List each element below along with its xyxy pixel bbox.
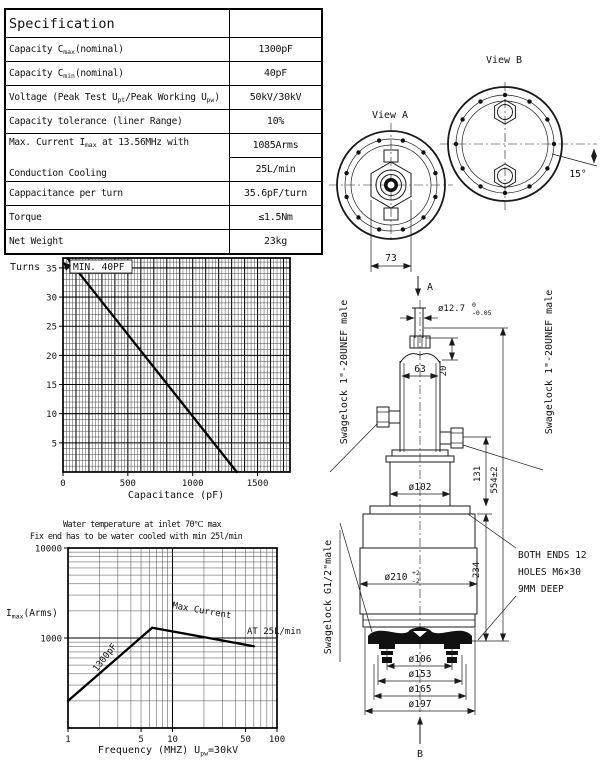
view-b-dim-15deg: 15°	[569, 169, 587, 180]
left-fitting-collar	[389, 411, 400, 423]
main-section-drawing	[323, 276, 587, 760]
section-label-b: B	[416, 749, 424, 760]
row-label: Voltage (Peak Test U	[9, 91, 118, 103]
turns-chart-xlabel: Capacitance (pF)	[127, 490, 225, 501]
current-chart-xlabel: Frequency (MHZ) $U_{pw}=30kV$	[97, 745, 239, 758]
left-fitting-label: Swagelock 1"-20UNEF male	[339, 299, 350, 445]
right-fitting-hex	[451, 428, 463, 448]
bolt-hole-dot	[344, 171, 348, 175]
bolt-hole-dot	[503, 191, 507, 195]
view-a-label: View A	[371, 110, 409, 121]
row-label-sub: min	[63, 71, 75, 80]
row-label-line2: Conduction Cooling	[9, 167, 107, 179]
dim-63-label: 63	[414, 364, 426, 375]
row-label-post: (nominal)	[74, 67, 124, 79]
x-tick-label: 0	[60, 479, 66, 489]
row-value: 1300pF	[230, 38, 323, 62]
y-tick-label: 35	[46, 264, 57, 275]
bolt-hole-dot	[478, 99, 482, 103]
view-a-drawing	[329, 110, 453, 272]
turns-chart-ylabel: Turns	[10, 262, 41, 273]
bolt-hole-dot	[433, 195, 437, 199]
view-b-drawing	[440, 55, 597, 210]
row-value: 23kg	[230, 230, 323, 255]
series-annotation: Max Current	[171, 601, 232, 622]
row-label-sub: max	[84, 140, 97, 149]
x-tick-label: 5	[138, 735, 144, 745]
bolt-hole-dot	[503, 93, 507, 97]
bottom-fitting-leader	[340, 523, 372, 632]
right-fitting-collar	[440, 432, 451, 444]
bolt-hole-dot	[433, 171, 437, 175]
y-tick-label: 5	[51, 439, 57, 450]
view-b-label: View B	[485, 55, 523, 66]
y-tick-label: 25	[46, 322, 57, 333]
holes-note-line3: 9MM DEEP	[518, 584, 564, 595]
bolt-hole-dot	[421, 150, 425, 154]
body-top-cap	[363, 514, 475, 548]
bolt-hole-dot	[401, 138, 405, 142]
dim-165-label: ø165	[408, 684, 432, 695]
x-tick-label: 10	[167, 735, 178, 745]
bolt-hole-dot	[344, 195, 348, 199]
row-value: 35.6pF/turn	[230, 182, 323, 206]
row-label-sub: pt	[117, 95, 126, 104]
bolt-hole-dot	[356, 150, 360, 154]
dim-197-label: ø197	[408, 699, 432, 710]
y-tick-label: 20	[46, 351, 57, 362]
x-tick-label: 50	[240, 735, 251, 745]
y-tick-label: 10	[46, 410, 57, 421]
left-fitting-leader	[330, 424, 377, 472]
x-tick-label: 1500	[246, 479, 269, 489]
bolt-hole-dot	[460, 117, 464, 121]
bottom-flange-plate	[368, 640, 472, 644]
row-value: 50kV/30kV	[230, 86, 323, 110]
x-tick-label: 1	[65, 735, 71, 745]
dim-20-label: 20	[439, 365, 449, 377]
view-a-shaft-bore	[388, 182, 395, 189]
row-label-post: (nominal)	[74, 43, 124, 55]
row-label: Capacity tolerance (liner Range)	[5, 110, 230, 134]
current-chart-ylabel: $I_{max}(Arms)$	[6, 608, 58, 621]
dim-153-label: ø153	[408, 669, 432, 680]
row-label-mid: /Peak Working U	[125, 91, 207, 103]
y-tick-label: 1000	[40, 634, 62, 645]
bolt-hole-dot	[552, 142, 556, 146]
bolt-hole-dot	[401, 227, 405, 231]
right-fitting-label: Swagelock 1"-20UNEF male	[544, 289, 555, 435]
bolt-hole-dot	[356, 215, 360, 219]
row-label: Capacity C	[9, 43, 64, 55]
row-value: 40pF	[230, 62, 323, 86]
row-label-post: )	[214, 91, 220, 103]
dim-102-label: ø102	[408, 482, 432, 493]
row-label: Capacity C	[9, 67, 64, 79]
row-label-post: at 13.56MHz with	[96, 136, 189, 148]
min-capacity-annotation: MIN. 40PF	[73, 262, 125, 273]
row-value: ≤1.5Nm	[230, 206, 323, 230]
bolt-hole-dot	[377, 138, 381, 142]
y-tick-label: 15	[46, 381, 57, 392]
bolt-hole-dot	[545, 166, 549, 170]
bolt-hole-dot	[545, 117, 549, 121]
x-tick-label: 1000	[181, 479, 204, 489]
dim-234-label: 234	[472, 561, 482, 579]
bolt-hole-dot	[527, 184, 531, 188]
row-value: 10%	[230, 110, 323, 134]
current-chart	[35, 545, 301, 746]
row-label: Torque	[5, 206, 230, 230]
dim-210-label: ø210	[384, 572, 408, 583]
y-tick-label: 10000	[34, 544, 62, 555]
section-label-a: A	[427, 282, 434, 293]
bolt-hole-dot	[454, 142, 458, 146]
table-title: Specification	[5, 9, 230, 38]
body-bottom-ring	[363, 614, 475, 627]
row-value: 1085Arms	[230, 134, 323, 158]
dim-210-tol-top: +2	[412, 569, 420, 577]
row-label-sub2: pw	[206, 95, 215, 104]
dim-554-label: 554±2	[490, 466, 500, 494]
row-label: Max. Current I	[9, 136, 85, 148]
turns-chart	[46, 258, 290, 489]
dim-shaft-tol-bot: -0.05	[472, 309, 492, 317]
bolt-hole-dot	[421, 215, 425, 219]
dim-shaft-label: ø12.7	[438, 304, 466, 314]
holes-note-line2: HOLES M6×30	[518, 567, 581, 578]
left-fitting-hex	[377, 407, 389, 427]
series-annotation: 1300pF	[91, 642, 120, 674]
bolt-hole-dot	[377, 227, 381, 231]
row-label: Cappacitance per turn	[5, 182, 230, 206]
row-label-sub: max	[63, 47, 75, 56]
row-value: 25L/min	[230, 158, 323, 182]
dim-shaft-tol-top: 0	[472, 301, 476, 309]
row-label: Net Weight	[5, 230, 230, 255]
holes-note-line1: BOTH ENDS 12	[518, 550, 587, 561]
bolt-hole-dot	[478, 184, 482, 188]
x-tick-label: 100	[268, 735, 286, 745]
view-a-dim-73: 73	[385, 253, 397, 264]
series-annotation: AT 25L/min	[247, 627, 302, 637]
dim-131-label: 131	[473, 465, 483, 483]
bolt-hole-dot	[527, 99, 531, 103]
dim-210-tol-bot: -2	[412, 577, 420, 585]
current-chart-title1: Water temperature at inlet 70℃ max	[62, 520, 222, 530]
y-tick-label: 30	[46, 293, 57, 304]
dim-106-label: ø106	[408, 654, 432, 665]
current-chart-title2: Fix end has to be water cooled with min 25l/min	[29, 532, 243, 542]
bottom-fitting-label: Swagelock G1/2"male	[323, 539, 334, 655]
note-leader-bottom	[478, 596, 516, 640]
bolt-hole-dot	[460, 166, 464, 170]
x-tick-label: 500	[119, 479, 136, 489]
